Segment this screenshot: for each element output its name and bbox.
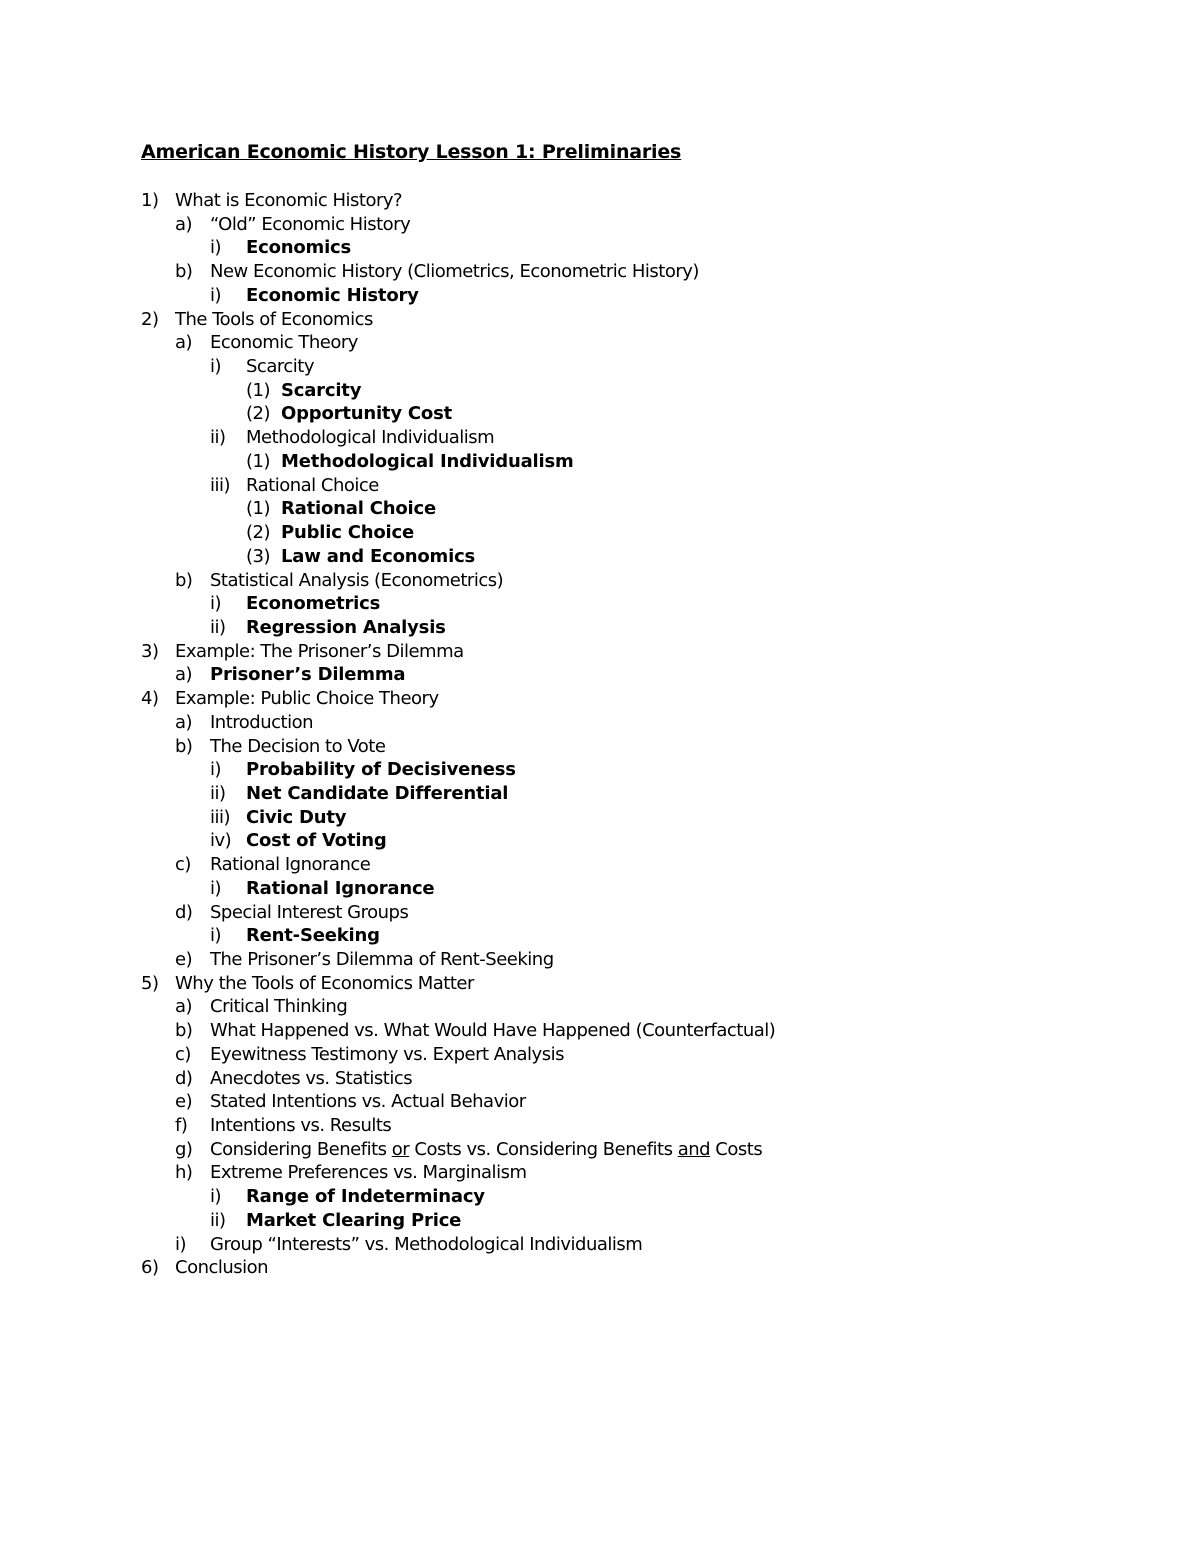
outline-item-marker: i) [210,877,222,899]
outline-item-text: Econometrics [246,593,381,615]
outline-item-marker: c) [175,854,191,876]
outline-item-marker: iii) [210,806,231,828]
text-segment: Costs [710,1138,763,1160]
outline-item-text: Critical Thinking [210,996,348,1018]
outline-item-marker: 6) [141,1257,159,1279]
outline-item-marker: f) [175,1115,188,1137]
outline-item-marker: d) [175,1067,193,1089]
outline-item-text: Rational Choice [281,498,436,520]
outline-item-text: Economics [246,237,352,259]
outline-item-text: Rational Ignorance [210,854,371,876]
outline-item-text: “Old” Economic History [210,213,411,235]
outline-item-text: Methodological Individualism [281,450,574,472]
outline-item-marker: i) [210,356,222,378]
outline-item-text: Prisoner’s Dilemma [210,664,406,686]
outline-item-marker: e) [175,949,193,970]
outline-item-marker: b) [175,735,193,757]
outline-item-text: The Decision to Vote [210,735,386,757]
outline-item-text: What is Economic History? [175,190,403,211]
outline-item-marker: b) [175,1020,193,1042]
outline-item-text: Economic Theory [210,332,358,354]
outline-item-marker: i) [210,237,222,259]
outline-item-marker: iv) [210,830,232,852]
outline-item-marker: i) [210,925,222,947]
outline-item-text: Group “Interests” vs. Methodological Individualism [210,1233,643,1255]
outline-item-marker: 3) [141,640,159,662]
outline-item-text: Why the Tools of Economics Matter [175,972,474,994]
outline-item-text: Cost of Voting [246,830,387,852]
outline-item-text: Civic Duty [246,806,347,828]
outline-item-text: Eyewitness Testimony vs. Expert Analysis [210,1043,564,1065]
underlined-word: and [677,1138,711,1160]
outline-item-text: Stated Intentions vs. Actual Behavior [210,1091,526,1113]
outline-item-text: New Economic History (Cliometrics, Econometric History) [210,261,699,283]
outline-item-marker: ii) [210,782,226,804]
outline-item-marker: (1) [246,379,270,401]
outline-item-text: Methodological Individualism [246,427,495,449]
outline-item-marker: i) [210,284,222,306]
text-segment: Considering Benefits [210,1138,392,1160]
outline-item-text: Rent-Seeking [246,925,380,947]
outline-item-text: Net Candidate Differential [246,782,509,804]
outline-item-marker: g) [175,1138,193,1160]
outline-item-marker: ii) [210,427,226,449]
outline-item-marker: i) [210,1186,222,1208]
outline-item-marker: i) [175,1233,187,1255]
outline-item-marker: 5) [141,972,159,994]
outline-item-text: Economic History [246,284,419,306]
outline-item-marker: iii) [210,474,231,496]
outline-item-marker: (1) [246,450,270,472]
text-segment: Costs vs. Considering Benefits [409,1138,678,1160]
outline-item-text: Law and Economics [281,545,476,567]
outline-item-text: What Happened vs. What Would Have Happened (Counterfactual) [210,1020,776,1042]
outline-item-text: Range of Indeterminacy [246,1186,485,1208]
outline-item-marker: d) [175,901,193,923]
outline-item-marker: (2) [246,522,270,544]
outline-item-marker: a) [175,711,193,733]
outline-item-text: Intentions vs. Results [210,1115,392,1137]
outline-item-text: Statistical Analysis (Econometrics) [210,569,504,591]
outline-item-marker: h) [175,1162,193,1184]
outline-item-text: Extreme Preferences vs. Marginalism [210,1162,527,1184]
document-title: American Economic History Lesson 1: Preliminaries [141,141,682,163]
outline-item-marker: a) [175,996,193,1018]
outline-item-marker: b) [175,261,193,283]
outline-item-marker: c) [175,1043,191,1065]
outline-item-marker: a) [175,213,193,235]
outline-item-text: Introduction [210,711,314,733]
outline-item-marker: (2) [246,403,270,425]
outline-item-marker: ii) [210,616,226,638]
outline-item-marker: 2) [141,308,159,330]
outline-item-marker: 1) [141,190,159,211]
outline-item-text: Regression Analysis [246,616,446,638]
outline-item-text: Market Clearing Price [246,1209,462,1231]
outline-item-text: Probability of Decisiveness [246,759,516,781]
outline-item-marker: ii) [210,1209,226,1231]
outline-item-marker: b) [175,569,193,591]
outline-item-text: Opportunity Cost [281,403,453,425]
outline-item-text: The Tools of Economics [175,308,373,330]
outline-item-marker: (3) [246,545,270,567]
outline-item-text: Scarcity [281,379,362,401]
outline-item-text: Conclusion [175,1257,269,1279]
outline-item-marker: 4) [141,688,159,710]
outline-item-marker: i) [210,759,222,781]
underlined-word: or [391,1138,410,1160]
outline-item-text [210,1138,762,1162]
outline-item-text: Rational Choice [246,474,379,496]
outline-item-marker: a) [175,332,193,354]
outline-item-text: Special Interest Groups [210,901,409,923]
outline-item-marker: i) [210,593,222,615]
outline-item-text: Example: The Prisoner’s Dilemma [175,640,464,662]
outline-item-text: Anecdotes vs. Statistics [210,1067,413,1089]
outline-item-text: Rational Ignorance [246,877,435,899]
outline-item-marker: a) [175,664,193,686]
outline-item-text: Example: Public Choice Theory [175,688,439,710]
outline-item-text: Public Choice [281,522,415,544]
outline-item-text: Scarcity [246,356,314,378]
outline-item-marker: e) [175,1091,193,1113]
outline-item-marker: (1) [246,498,270,520]
outline-item-text: The Prisoner’s Dilemma of Rent-Seeking [210,949,554,970]
